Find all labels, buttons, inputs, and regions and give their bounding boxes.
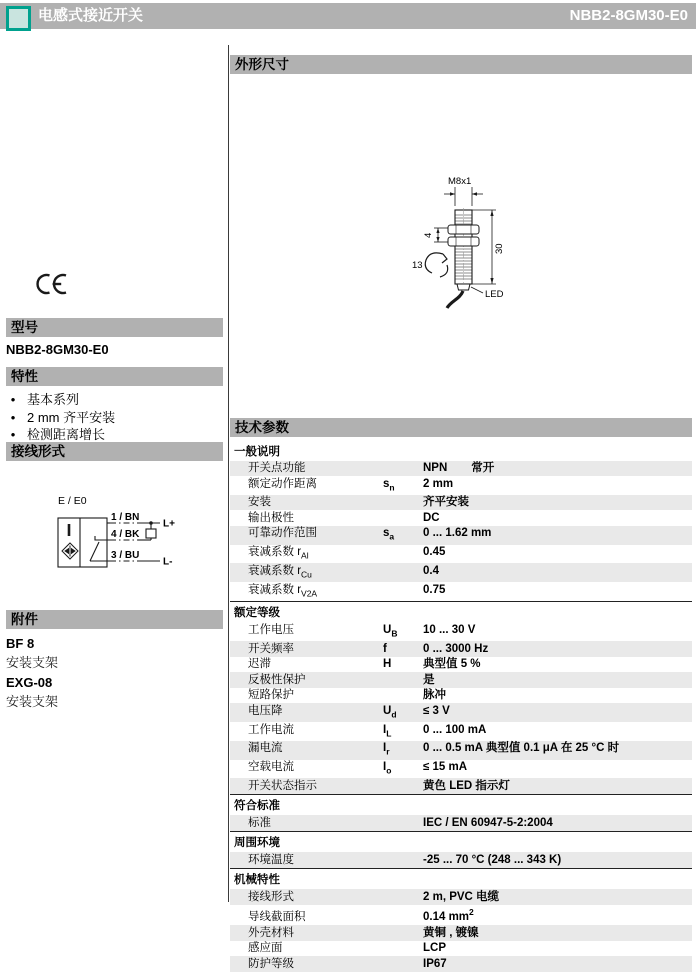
row-value xyxy=(423,512,692,525)
row-label xyxy=(248,742,383,755)
table-row xyxy=(230,657,692,673)
row-value xyxy=(423,584,692,597)
load-resistor-icon xyxy=(146,524,156,540)
feature-item xyxy=(8,391,115,409)
row-value-text: LCP xyxy=(423,942,446,955)
table-row xyxy=(230,741,692,760)
table-row xyxy=(230,760,692,779)
row-value xyxy=(423,817,692,830)
technical-data-table xyxy=(230,440,692,972)
table-row xyxy=(230,622,692,641)
row-label-subscript: V2A xyxy=(301,587,318,598)
row-symbol-subscript: L xyxy=(386,727,392,738)
row-label-text: 衰减系数 r xyxy=(248,546,302,559)
bullet-icon: • xyxy=(10,409,16,425)
row-label-text: 外壳材料 xyxy=(248,926,294,939)
table-row xyxy=(230,703,692,722)
row-value-text: 0.75 xyxy=(423,583,446,596)
row-symbol xyxy=(383,624,423,640)
feature-label: 2 mm 齐平安装 xyxy=(27,409,116,425)
row-label xyxy=(248,643,383,656)
row-label-text: 衰减系数 r xyxy=(248,583,302,596)
table-row xyxy=(230,722,692,741)
accessory-description: 安装支架 xyxy=(6,694,59,709)
model-number: NBB2-8GM30-E0 xyxy=(6,342,109,357)
bullet-icon: • xyxy=(10,427,16,442)
row-value-text: 典型值 5 % xyxy=(423,658,481,671)
row-value-superscript: 2 xyxy=(469,907,474,918)
table-row xyxy=(230,672,692,688)
switch-contact xyxy=(90,542,99,561)
row-value-text: 10 ... 30 V xyxy=(423,623,476,636)
row-value xyxy=(423,761,692,774)
row-value xyxy=(423,942,692,955)
row-label xyxy=(248,565,383,581)
wiring-diagram xyxy=(50,492,210,582)
table-section-header: 机械特性 xyxy=(230,868,692,890)
table-row xyxy=(230,461,692,477)
row-symbol-text: s xyxy=(383,477,390,490)
feature-item xyxy=(8,426,115,444)
row-value-text: 黄铜 , 镀镍 xyxy=(423,926,479,939)
row-label-text: 开关点功能 xyxy=(248,462,306,474)
table-section-header: 周围环境 xyxy=(230,831,692,853)
row-value xyxy=(423,742,692,755)
row-value xyxy=(423,658,692,671)
row-label xyxy=(248,512,383,525)
table-section-header: 额定等级 xyxy=(230,601,692,623)
row-symbol-text: f xyxy=(383,642,387,655)
table-row xyxy=(230,476,692,495)
row-symbol-text: U xyxy=(383,704,392,717)
terminal-positive-label: L+ xyxy=(163,518,175,530)
row-value-text: DC xyxy=(423,511,440,524)
row-value-text: ≤ 3 V xyxy=(423,704,450,717)
row-label xyxy=(248,911,383,924)
row-label xyxy=(248,724,383,737)
row-label xyxy=(248,624,383,637)
row-symbol-subscript: n xyxy=(389,481,395,492)
table-section-header: 一般说明 xyxy=(234,445,280,458)
accessory-description: 安装支架 xyxy=(6,655,59,670)
row-symbol xyxy=(383,761,423,777)
row-value-text: 0 ... 100 mA xyxy=(423,723,487,736)
row-value-text: 脉冲 xyxy=(423,689,446,702)
row-label-text: 开关状态指示 xyxy=(248,779,317,792)
row-label-text: 感应面 xyxy=(248,942,283,955)
row-label xyxy=(248,584,383,600)
row-value xyxy=(423,643,692,656)
row-label-text: 衰减系数 r xyxy=(248,564,302,577)
row-value xyxy=(423,906,692,923)
row-label xyxy=(248,527,383,540)
row-value-text: -25 ... 70 °C (248 ... 343 K) xyxy=(423,853,562,866)
row-value xyxy=(423,705,692,718)
feature-item xyxy=(8,409,115,427)
row-symbol-subscript: a xyxy=(389,531,395,542)
row-value-text: 0.14 mm xyxy=(423,911,470,924)
row-value-text: 2 m, PVC 电缆 xyxy=(423,890,500,903)
row-label-text: 接线形式 xyxy=(248,890,294,903)
row-label xyxy=(248,546,383,562)
row-value xyxy=(423,565,692,578)
row-value xyxy=(423,546,692,559)
row-value xyxy=(423,527,692,540)
table-row xyxy=(230,889,692,905)
row-value-text: ≤ 15 mA xyxy=(423,761,468,774)
row-label xyxy=(248,942,383,955)
row-value-text: 是 xyxy=(423,673,435,686)
inductive-symbol-icon xyxy=(62,543,78,559)
row-value xyxy=(423,854,692,867)
row-label xyxy=(248,705,383,718)
row-value xyxy=(423,891,692,904)
row-value xyxy=(423,689,692,702)
row-label xyxy=(248,891,383,904)
row-label-text: 安装 xyxy=(248,496,271,509)
table-row xyxy=(230,688,692,704)
page-title: 电感式接近开关 xyxy=(38,7,144,24)
row-label-text: 工作电流 xyxy=(248,723,294,736)
row-label-text: 工作电压 xyxy=(248,623,294,636)
table-row xyxy=(230,495,692,511)
bullet-icon: • xyxy=(10,392,16,407)
row-label-subscript: Al xyxy=(301,550,309,561)
table-row xyxy=(230,815,692,831)
row-value-text: IP67 xyxy=(423,957,447,970)
row-symbol xyxy=(383,478,423,494)
section-features-header: 特性 xyxy=(6,367,223,386)
row-value xyxy=(423,780,692,793)
row-label-text: 空载电流 xyxy=(248,761,294,774)
thread-size-label: M8x1 xyxy=(448,176,472,187)
row-value-text: 0.4 xyxy=(423,564,439,577)
row-label-text: 漏电流 xyxy=(248,742,283,755)
row-label xyxy=(248,958,383,971)
table-row xyxy=(230,545,692,564)
brand-square-icon xyxy=(6,6,31,31)
row-symbol xyxy=(383,742,423,758)
row-symbol-text: I xyxy=(383,742,387,755)
table-row xyxy=(230,852,692,868)
row-value-text: IEC / EN 60947-5-2:2004 xyxy=(423,816,553,829)
table-row xyxy=(230,510,692,526)
row-symbol-text: I xyxy=(383,723,387,736)
row-label-text: 环境温度 xyxy=(248,853,294,866)
row-value-text: 2 mm xyxy=(423,477,454,490)
row-symbol-text: U xyxy=(383,623,392,636)
row-value xyxy=(423,724,692,737)
row-value xyxy=(423,462,692,475)
led-label: LED xyxy=(485,289,504,300)
row-label xyxy=(248,658,383,671)
header-bar xyxy=(0,3,696,29)
features-list xyxy=(8,391,115,444)
row-value-text: 0.45 xyxy=(423,546,446,559)
front-dimension-label: 4 xyxy=(423,232,434,238)
row-symbol-subscript: r xyxy=(386,746,390,757)
column-divider xyxy=(228,45,229,902)
row-value xyxy=(423,478,692,491)
wire-3-label: 3 / BU xyxy=(111,550,140,561)
dimension-drawing xyxy=(398,172,530,317)
section-model-header: 型号 xyxy=(6,318,223,337)
wire-1-label: 1 / BN xyxy=(111,512,140,523)
table-row xyxy=(230,582,692,601)
row-value xyxy=(423,927,692,940)
wire-4-label: 4 / BK xyxy=(111,529,140,540)
row-label xyxy=(248,761,383,774)
row-symbol-subscript: d xyxy=(391,709,397,720)
header-model-number: NBB2-8GM30-E0 xyxy=(569,7,688,24)
row-symbol-text: s xyxy=(383,527,390,540)
length-dimension-label: 30 xyxy=(494,243,505,254)
accessory-name: EXG-08 xyxy=(6,675,53,690)
table-row xyxy=(230,925,692,941)
row-label-text: 标准 xyxy=(248,816,271,829)
section-accessories-header: 附件 xyxy=(6,610,223,629)
table-row xyxy=(230,778,692,794)
row-label-subscript: Cu xyxy=(301,569,312,580)
cable-boot xyxy=(457,284,470,290)
row-label-text: 开关频率 xyxy=(248,642,294,655)
cable xyxy=(447,291,463,308)
row-value xyxy=(423,674,692,687)
row-label xyxy=(248,817,383,830)
row-symbol-text: I xyxy=(383,761,387,774)
row-value-text: 0 ... 3000 Hz xyxy=(423,642,489,655)
table-row xyxy=(230,905,692,925)
table-row xyxy=(230,563,692,582)
row-label xyxy=(248,478,383,491)
row-symbol xyxy=(383,658,423,671)
row-label-text: 输出极性 xyxy=(248,511,294,524)
row-label xyxy=(248,689,383,702)
row-label-text: 短路保护 xyxy=(248,689,294,702)
accessories-list xyxy=(6,633,58,711)
row-label-text: 可靠动作范围 xyxy=(248,527,317,540)
ce-mark-icon xyxy=(33,272,67,301)
table-row xyxy=(230,641,692,657)
accessory-name: BF 8 xyxy=(6,636,35,651)
row-label xyxy=(248,674,383,687)
row-symbol xyxy=(383,643,423,656)
row-symbol xyxy=(383,705,423,721)
feature-label: 检测距离增长 xyxy=(27,427,106,442)
row-label xyxy=(248,462,383,475)
row-symbol-text: H xyxy=(383,658,392,671)
table-row xyxy=(230,526,692,545)
row-label-text: 额定动作距离 xyxy=(248,477,317,490)
table-section-header: 符合标准 xyxy=(230,794,692,816)
row-symbol xyxy=(383,724,423,740)
row-label xyxy=(248,780,383,793)
row-label xyxy=(248,496,383,509)
table-row xyxy=(230,956,692,972)
wrench-size-label: 13 xyxy=(412,260,423,271)
row-label-text: 导线截面积 xyxy=(248,911,306,924)
row-value xyxy=(423,624,692,637)
row-value-text: 0 ... 0.5 mA 典型值 0.1 μA 在 25 °C 时 xyxy=(423,742,620,755)
row-value-text: 齐平安装 xyxy=(423,496,469,509)
row-value xyxy=(423,958,692,971)
row-label xyxy=(248,927,383,940)
row-value-text: 0 ... 1.62 mm xyxy=(423,527,492,540)
terminal-negative-label: L- xyxy=(163,556,173,568)
wiring-type-label: E / E0 xyxy=(58,495,87,507)
row-value-text: NPN xyxy=(423,462,448,474)
row-label xyxy=(248,854,383,867)
row-value-text: 黄色 LED 指示灯 xyxy=(423,779,510,792)
row-label-text: 迟滞 xyxy=(248,658,271,671)
row-label-text: 电压降 xyxy=(248,704,283,717)
section-technical-header: 技术参数 xyxy=(230,418,692,437)
wrench-icon xyxy=(425,253,447,277)
row-label-text: 反极性保护 xyxy=(248,673,306,686)
table-row xyxy=(230,941,692,957)
row-value xyxy=(423,496,692,509)
row-value-secondary: 常开 xyxy=(471,462,495,474)
section-connection-header: 接线形式 xyxy=(6,442,223,461)
row-symbol xyxy=(383,527,423,543)
row-symbol-subscript: o xyxy=(386,765,392,776)
row-symbol-subscript: B xyxy=(391,628,398,639)
row-label-text: 防护等级 xyxy=(248,957,294,970)
section-dimensions-header: 外形尺寸 xyxy=(230,55,692,74)
feature-label: 基本系列 xyxy=(27,392,80,407)
